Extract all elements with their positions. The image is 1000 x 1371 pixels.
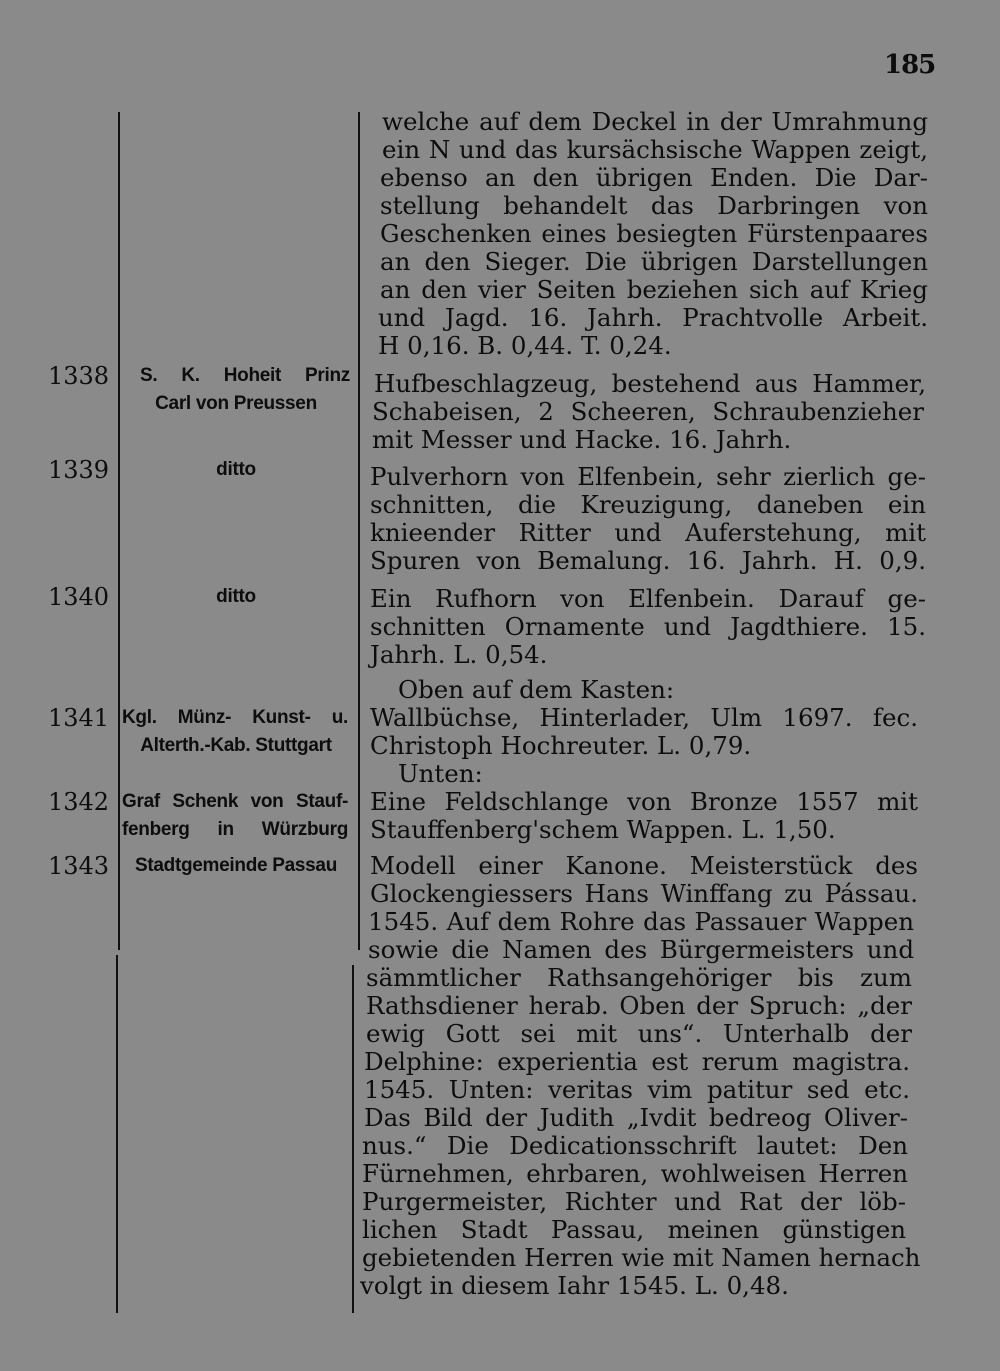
page-number: 185 <box>884 50 936 80</box>
text-line: stellung behandelt das Darbringen von <box>380 191 928 220</box>
donor-line: ditto <box>216 459 256 480</box>
donor-line: Kgl. Münz- Kunst- u. <box>122 707 348 728</box>
text-line: Delphine: experientia est rerum magistra. <box>364 1047 910 1076</box>
column-rule-left <box>118 112 120 950</box>
text-line: Ein Rufhorn von Elfenbein. Darauf ge- <box>370 584 926 613</box>
text-line: Das Bild der Judith „Ivdit bedreog Oliver- <box>364 1103 908 1132</box>
text-line: an den Sieger. Die übrigen Darstellungen <box>380 247 928 276</box>
text-line: Christoph Hochreuter. L. 0,79. <box>370 731 752 760</box>
donor-line: Graf Schenk von Stauf- <box>122 791 348 812</box>
text-line: an den vier Seiten beziehen sich auf Krieg <box>380 275 928 304</box>
text-line: Modell einer Kanone. Meisterstück des <box>370 851 918 880</box>
text-line: Schabeisen, 2 Scheeren, Schraubenzieher <box>372 397 924 426</box>
text-line: Purgermeister, Richter und Rat der löb- <box>362 1187 906 1216</box>
donor-line: fenberg in Würzburg <box>122 819 348 840</box>
text-line: Pulverhorn von Elfenbein, sehr zierlich ge- <box>370 462 926 491</box>
text-line: Fürnehmen, ehrbaren, wohlweisen Herren <box>362 1159 908 1188</box>
text-line: Rathsdiener herab. Oben der Spruch: „der <box>366 991 912 1020</box>
text-line: mit Messer und Hacke. 16. Jahrh. <box>372 425 792 454</box>
text-line: Jahrh. L. 0,54. <box>370 640 548 669</box>
donor-line: Stadtgemeinde Passau <box>134 855 338 876</box>
donor-line: Alterth.-Kab. Stuttgart <box>140 735 332 756</box>
donor-line: S. K. Hoheit Prinz <box>140 365 350 386</box>
column-rule-left-lower <box>116 955 118 1313</box>
text-line: schnitten, die Kreuzigung, daneben ein <box>370 490 926 519</box>
text-line: nus.“ Die Dedicationsschrift lautet: Den <box>362 1131 908 1160</box>
text-line: knieender Ritter und Auferstehung, mit <box>370 518 926 547</box>
text-line: lichen Stadt Passau, meinen günstigen <box>362 1215 906 1244</box>
text-line: gebietenden Herren wie mit Namen hernach <box>362 1243 921 1272</box>
subheading: Oben auf dem Kasten: <box>398 675 675 704</box>
text-line: Geschenken eines besiegten Fürstenpaares <box>380 219 928 248</box>
donor-line: Carl von Preussen <box>155 393 317 414</box>
text-line: ebenso an den übrigen Enden. Die Dar- <box>380 163 928 192</box>
entry-number: 1339 <box>48 456 110 484</box>
text-line: H 0,16. B. 0,44. T. 0,24. <box>378 331 672 360</box>
donor-line: ditto <box>216 586 256 607</box>
text-line: Stauffenberg'schem Wappen. L. 1,50. <box>370 815 836 844</box>
text-line: sämmtlicher Rathsangehöriger bis zum <box>366 963 912 992</box>
text-line: volgt in diesem Iahr 1545. L. 0,48. <box>360 1271 789 1300</box>
subheading: Unten: <box>398 759 483 788</box>
column-rule-right-lower <box>352 965 354 1313</box>
column-rule-right <box>358 112 360 950</box>
text-line: ewig Gott sei mit uns“. Unterhalb der <box>366 1019 912 1048</box>
text-line: 1545. Auf dem Rohre das Passauer Wappen <box>368 907 914 936</box>
entry-number: 1342 <box>48 788 110 816</box>
text-line: 1545. Unten: veritas vim patitur sed etc. <box>364 1075 910 1104</box>
entry-number: 1338 <box>48 362 110 390</box>
text-line: Eine Feldschlange von Bronze 1557 mit <box>370 787 918 816</box>
entry-number: 1341 <box>48 704 110 732</box>
text-line: und Jagd. 16. Jahrh. Prachtvolle Arbeit. <box>378 303 928 332</box>
text-line: schnitten Ornamente und Jagdthiere. 15. <box>370 612 926 641</box>
text-line: Glockengiessers Hans Winffang zu Pássau. <box>370 879 918 908</box>
text-line: ein N und das kursächsische Wappen zeigt, <box>382 135 928 164</box>
text-line: Spuren von Bemalung. 16. Jahrh. H. 0,9. <box>370 546 926 575</box>
entry-number: 1343 <box>48 852 110 880</box>
text-line: Hufbeschlagzeug, bestehend aus Hammer, <box>374 369 926 398</box>
entry-number: 1340 <box>48 583 110 611</box>
text-line: Wallbüchse, Hinterlader, Ulm 1697. fec. <box>370 703 918 732</box>
text-line: welche auf dem Deckel in der Umrahmung <box>382 107 928 136</box>
text-line: sowie die Namen des Bürgermeisters und <box>368 935 914 964</box>
